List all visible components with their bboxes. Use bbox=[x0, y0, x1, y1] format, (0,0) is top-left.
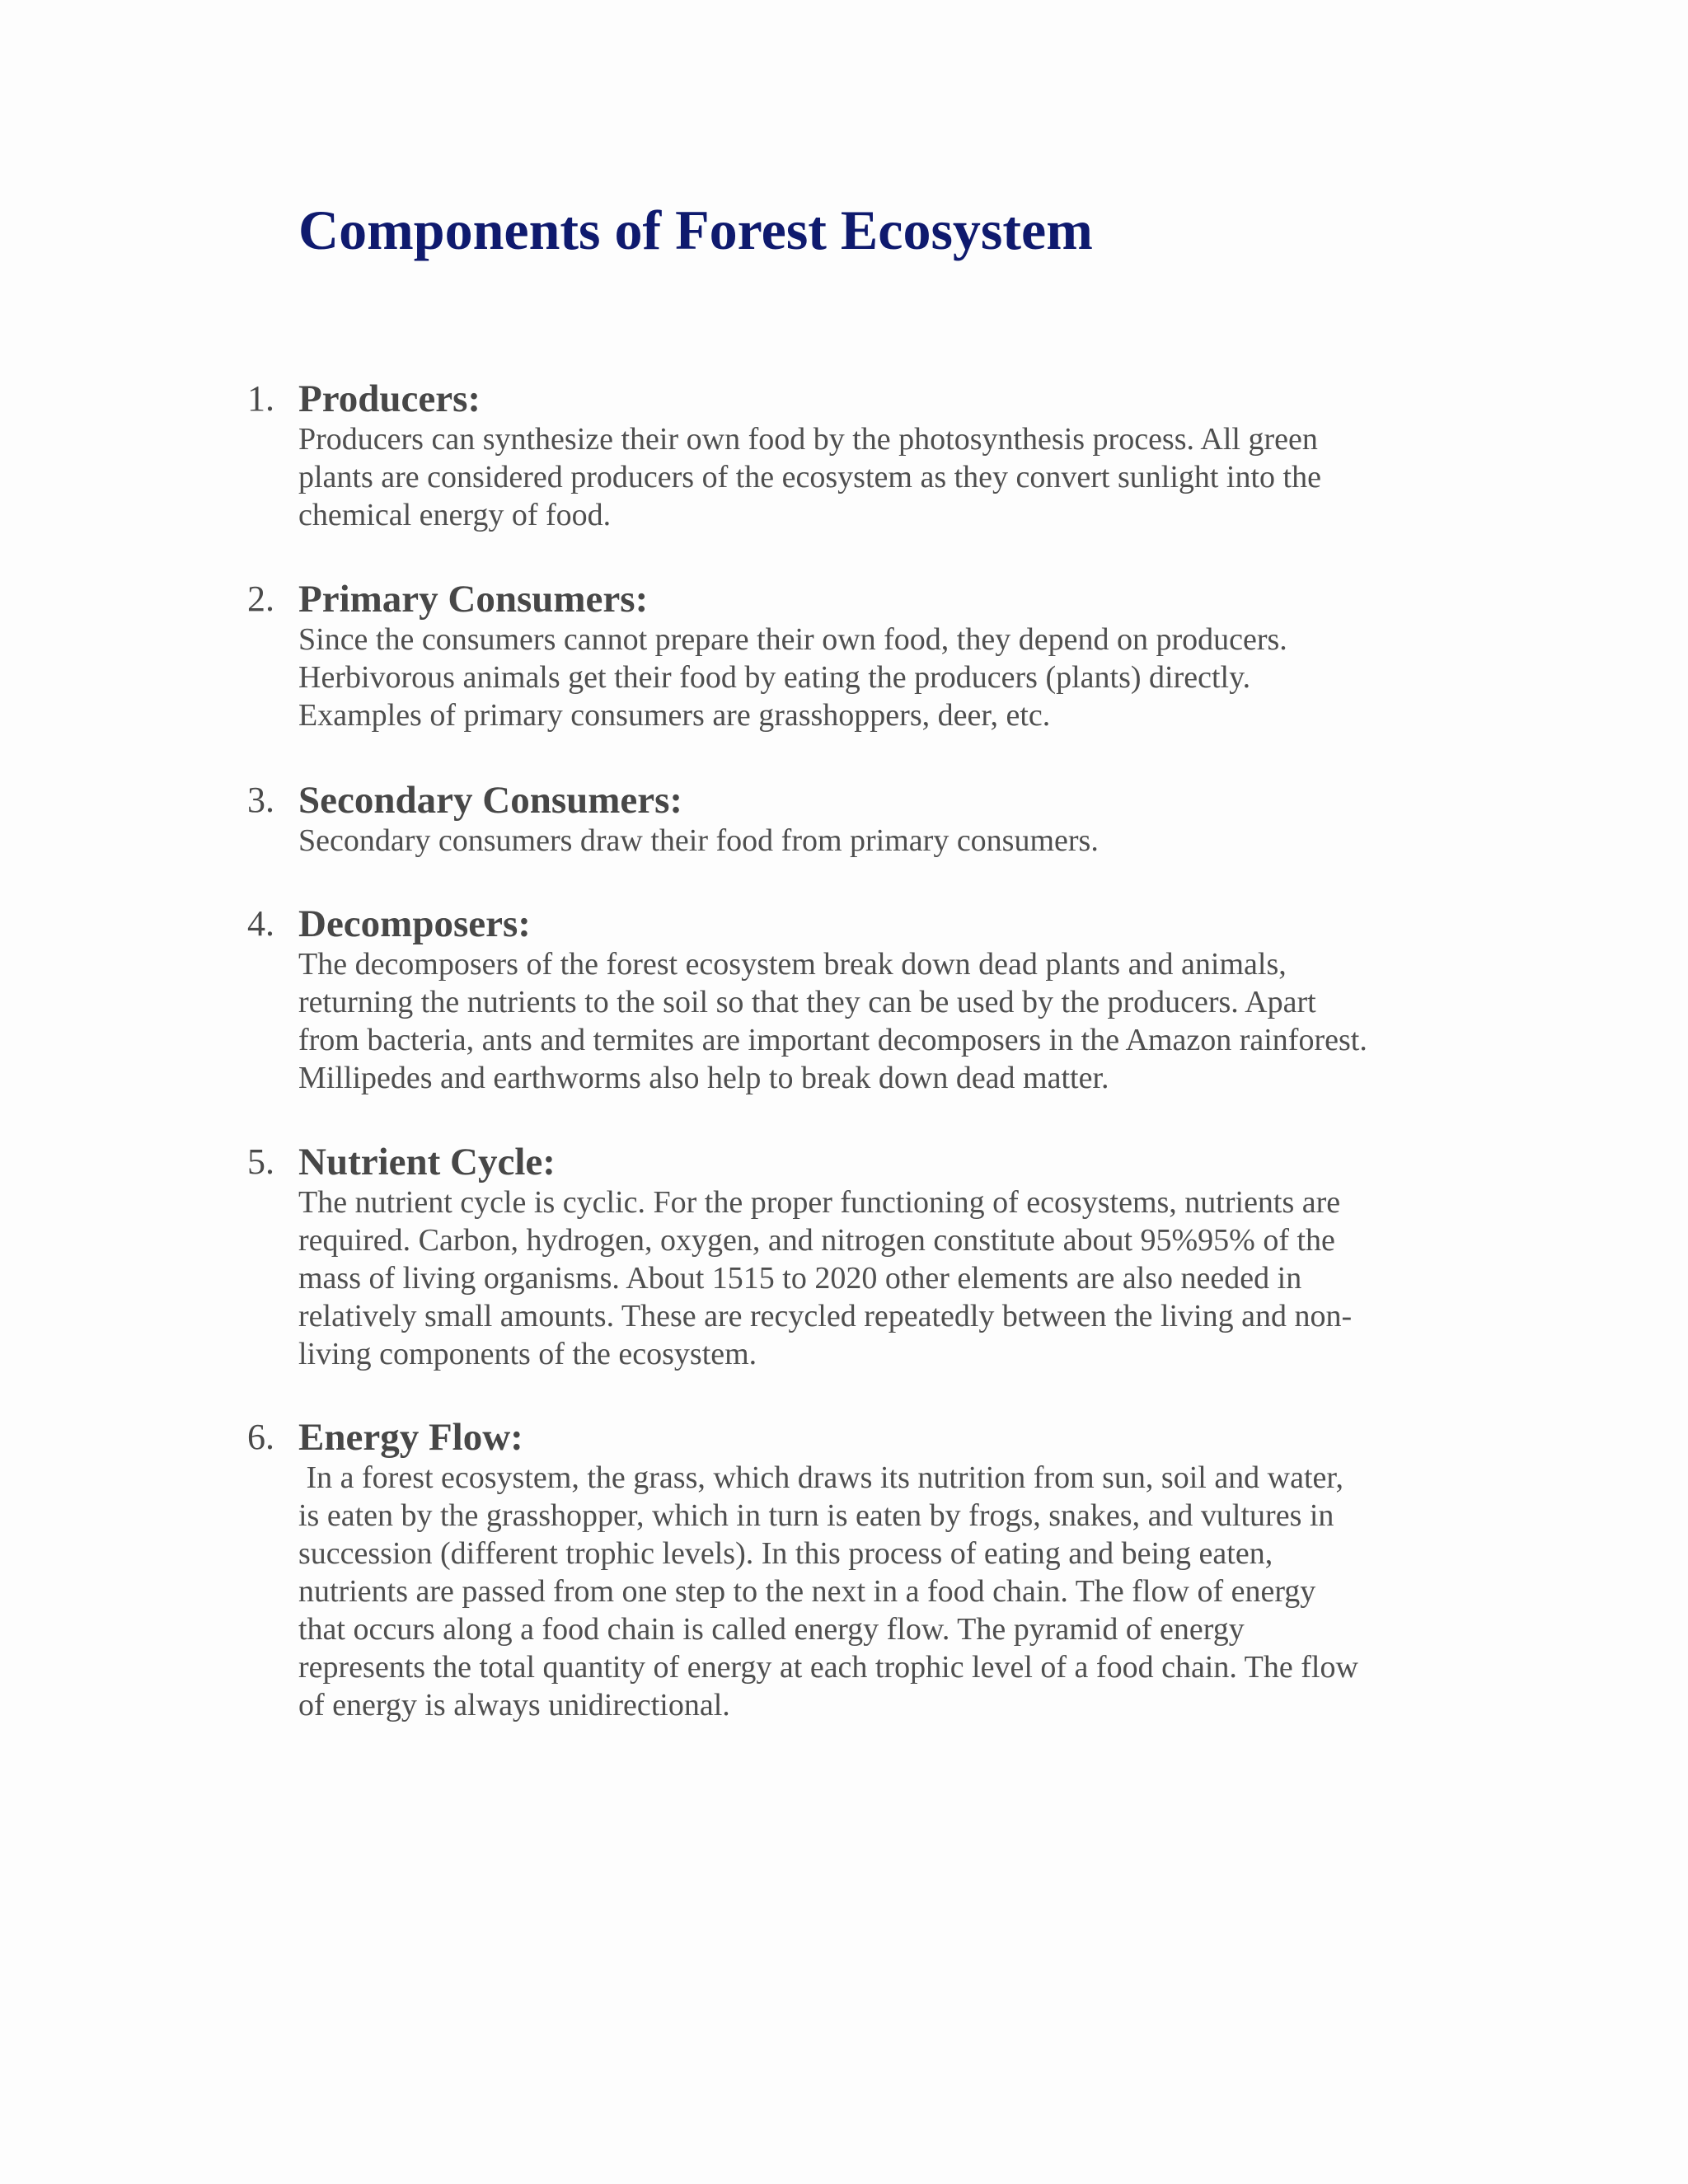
body-line: The decomposers of the forest ecosystem break down dead plants and animals, bbox=[298, 947, 1287, 982]
section-heading: Secondary Consumers: bbox=[298, 779, 683, 822]
body-line: relatively small amounts. These are recycled repeatedly between the living and non- bbox=[298, 1299, 1353, 1333]
section-heading: Decomposers: bbox=[298, 902, 531, 945]
body-line: of energy is always unidirectional. bbox=[298, 1688, 730, 1722]
section-body bbox=[298, 621, 1502, 734]
section-number: 2. bbox=[247, 579, 274, 619]
body-line: that occurs along a food chain is called energy flow. The pyramid of energy bbox=[298, 1612, 1245, 1647]
body-line: living components of the ecosystem. bbox=[298, 1337, 757, 1371]
body-line: represents the total quantity of energy at each trophic level of a food chain. The flow bbox=[298, 1650, 1358, 1685]
body-line: In a forest ecosystem, the grass, which draws its nutrition from sun, soil and water, bbox=[298, 1460, 1344, 1495]
body-line: required. Carbon, hydrogen, oxygen, and nitrogen constitute about 95%95% of the bbox=[298, 1223, 1335, 1258]
section-number: 4. bbox=[247, 903, 274, 944]
body-line: plants are considered producers of the ecosystem as they convert sunlight into the bbox=[298, 460, 1321, 494]
body-line: Producers can synthesize their own food by the photosynthesis process. All green bbox=[298, 422, 1318, 457]
body-line: chemical energy of food. bbox=[298, 498, 612, 532]
section-number: 1. bbox=[247, 378, 274, 419]
document-title: Components of Forest Ecosystem bbox=[298, 199, 1093, 261]
section-number: 3. bbox=[247, 780, 274, 820]
section-body bbox=[298, 420, 1502, 534]
body-line: from bacteria, ants and termites are important decomposers in the Amazon rainforest. bbox=[298, 1023, 1367, 1057]
section-number: 5. bbox=[247, 1141, 274, 1182]
section-body bbox=[298, 945, 1502, 1097]
section-heading: Nutrient Cycle: bbox=[298, 1141, 556, 1183]
section-body bbox=[298, 1183, 1502, 1373]
body-line: nutrients are passed from one step to the next in a food chain. The flow of energy bbox=[298, 1574, 1316, 1609]
section-number: 6. bbox=[247, 1417, 274, 1457]
body-line: Herbivorous animals get their food by eating the producers (plants) directly. bbox=[298, 660, 1251, 695]
body-line: Since the consumers cannot prepare their own food, they depend on producers. bbox=[298, 622, 1287, 657]
section-heading: Energy Flow: bbox=[298, 1416, 523, 1459]
section-body bbox=[298, 1459, 1502, 1724]
body-line: Secondary consumers draw their food from primary consumers. bbox=[298, 823, 1099, 858]
body-line: Examples of primary consumers are grasshoppers, deer, etc. bbox=[298, 698, 1051, 733]
section-heading: Primary Consumers: bbox=[298, 578, 649, 621]
section-body bbox=[298, 822, 1502, 860]
body-line: The nutrient cycle is cyclic. For the proper functioning of ecosystems, nutrients are bbox=[298, 1185, 1341, 1220]
body-line: is eaten by the grasshopper, which in turn is eaten by frogs, snakes, and vultures in bbox=[298, 1498, 1334, 1533]
body-line: returning the nutrients to the soil so that they can be used by the producers. Apart bbox=[298, 985, 1316, 1019]
body-line: succession (different trophic levels). In this process of eating and being eaten, bbox=[298, 1536, 1273, 1571]
section-heading: Producers: bbox=[298, 377, 481, 420]
body-line: Millipedes and earthworms also help to break down dead matter. bbox=[298, 1061, 1109, 1095]
body-line: mass of living organisms. About 1515 to 2020 other elements are also needed in bbox=[298, 1261, 1302, 1296]
